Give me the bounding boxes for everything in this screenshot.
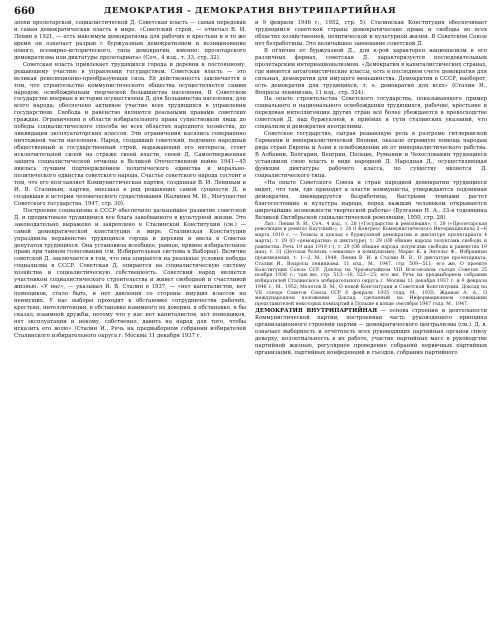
paragraph: Советское государство, сыграв решающую роль в разгроме гитлеровской Германии и империалистической Японии, оказало огромную помощь народам ряда стран Европы и Азии в освобождении их от империалистического рабства. В Албании, Болгарии, Венгрии, Польше, Румынии и Чехословакии трудящиеся установили свою власть в виде народной Д. Народная Д., осуществляющая функции диктатуры рабочего класса, по существу является Д. социалистического типа. xyxy=(255,131,487,179)
page-header xyxy=(14,6,486,20)
page-number: 660 xyxy=(14,6,35,17)
paragraph: Советская власть привлекает трудящихся города и деревни к постоянному, решающему участию в управлении государством. Советская власть — это великая революционно-преобразующая сила. Её действенность заключается в том, что строительство коммунистического общества осуществляется самим народом, освобождённым творческой большинства населения. В Советском государстве впервые в истории осуществлена Д. для большинства населения, для всего народа; обеспечено активное участие всех трудящихся в управлении государством. Свобода и равенство являются реальными правами советских граждан. Ограничения в области избирательного права существовали лишь до победы социалистического способа во всех областях народного хозяйства, до ликвидации эксплуататорских классов. Эти ограничения касались совершенно ничтожной части населения. Народ, создавший советский, подлинно народный общественный и государственный строй, выражающий его интересы, стоит исключительной силой на страже своей власти, своей Д. Самоотверженная защита социалистической отчизны в Великой Отечественной войне 1941—45 явилась лучшим подтверждением политического единства и морально-политического единства советского народа. Счастье советского народа состоит в том, что его возглавляет Коммунистическая партия, созданная В. И. Лениным и И. В. Сталиным, партия, внесшая в ряд решающих самой сущности Д. и создавшая в истории человеческого существования (Калинин М. И., Могущество Советского государства, 1947, стр. 30). xyxy=(14,61,246,207)
dictionary-entry xyxy=(255,308,487,357)
entry-text: — основа строения и деятельности Коммунистической партии, построенная часть руководящего принципа организационного строения партии — демократического централизма (см.). Д. в. означает выборность и отчётность всех руководящих партийных органов снизу доверху, коллегиальность в их работе, участие партийных масс в руководстве партийной жизнью, регулярное проведение собраний первичных партийных организаций, партийных конференций и съездов, собрания партийного xyxy=(255,307,487,356)
paragraph: «На опыте Советского Союза и стран народной демократии трудящиеся видят, что там, где приходят к власти коммунисты, утверждаются подлинная демократия, ликвидируется безработица, быстрыми темпами растет благосостояние и культура народа, перед каждым человеком открываются широчайшие возможности творческой работы» (Булганин Н. А., 33-я годовщина Великой Октябрьской социалистической революции, 1950, стр. 28). xyxy=(255,179,487,221)
paragraph: эпохи пролетарской, социалистической Д. Советская власть — самая передовая и самая демократическая власть в мире. «Советский строй, — отмечал В. И. Ленин в 1921, — есть максимум демократизма для рабочих и крестьян и в то же время он означает разрыв с буржуазным демократизмом и возникновение нового, всемирно-исторического, типа демократии, именно: пролетарского демократизма или диктатуры пролетариата» (Соч., 4 изд., т. 33, стр. 32). xyxy=(14,20,246,61)
right-column xyxy=(255,20,487,615)
paragraph: и 9 февраля 1946 г., 1952, стр. 5). Сталинская Конституция обеспечивает трудящимся советской страны демократические права и свободы во всех областях хозяйственной, политической и культурной жизни. В Советском Союзе нет безработицы. Это величайшее завоевание советской Д. xyxy=(255,20,487,47)
paragraph: В отличие от буржуазной Д., для к-рой характерен национализм в его различных формах, советская Д. характеризуется последовательным пролетарским интернационализмом. «Демократия в капиталистических странах, где имеются антагонистические классы, есть в последнем счете демократия для сильных, демократия для имущего меньшинства. Демократия в СССР, наоборот, есть демократия для трудящихся, т. е. демократия для всех» (Сталин И., Вопросы ленинизма, 11 изд., стр. 524). xyxy=(255,47,487,96)
entry-title: ДЕМОКРАТИЯ ВНУТРИПАРТИЙНАЯ xyxy=(255,307,378,314)
left-column xyxy=(14,20,246,615)
paragraph: Построение социализма в СССР обеспечило дальнейшее развитие советской Д. и продиктовало трудящимся все блага завоёванного в культурной жизни. Это законодательно выражено и закреплено в Сталинской Конституции (см.) — самой демократической конституции в мире. Сталинская Конституция упразднила неравенство трудящихся города и деревни и ввела в Советах депутатов трудящихся. Она установила всеобщее, равное, прямое избирательное право при тайном голосовании (см. Избирательная система в Выборах). Величие советской Д. заключается в том, что она опирается на реальные условия победы социализма в СССР. Советская Д. опирается на социалистическую систему хозяйства и социалистическую собственность. Советский народ является участником социалистического строительства и живет свободной и счастливой жизнью. «У нас», — указывал И. В. Сталин в 1937, — «нет капиталистов, нет помещиков, стало быть, и нет давления со стороны имущих классов на неимущих. У нас выборы проходят в обстановке сотрудничества рабочих, крестьян, интеллигенции, в обстановке взаимного их доверия, в обстановке, я бы сказал, взаимной дружбы, потому что у нас нет капиталистов, нет помещиков, нет эксплуатации и некому, собственно, давить на народ для того, чтобы исказить его волю» (Сталин И., Речь на предвыборном собрании избирателей Сталинского избирательного округа г. Москвы 11 декабря 1937 г. xyxy=(14,207,246,339)
running-head: ДЕМОКРАТИЯ - ДЕМОКРАТИЯ ВНУТРИПАРТИЙНАЯ xyxy=(103,6,397,16)
bibliography: Лит.: Ленин В. И., Соч., 4 изд., т. 28 («Государство и революция», т. 28 («Пролетарская революция и ренегат Каутский»), т. 28 (I Конгресс Коммунистического Интернационала 2—6 марта 1919 г. — Тезисы и доклад о буржуазной демократии и диктатуре пролетариата 4 марта), т. 29 (О «демократии» и диктатуре), т. 29 (Об обмане народа лозунгами свободы и равенства. Речь 19 мая 1919 г.), т. 29 (Об обмане народа лозунгами свободы и равенства 19 мая), т. 31 (Детская болезнь «левизны» в коммунизме); Маркс К. и Энгельс Ф., Избранные произведения, т. 1—2, М., 1948; Ленин В. И. и Сталин И. В., О диктатуре пролетариата; Сталин И., Вопросы ленинизма, 11 изд., М., 1947, стр. 509—511; его же, О проекте Конституции Союза ССР. Доклад на Чрезвычайном VIII Всесоюзном съезде Советов 25 ноября 1936 г.; там же, стр. 513—18, 523—25; его же, Речь на предвыборном собрании избирателей Сталинского избирательного округа г. Москвы 11 декабря 1937 г. и 9 февраля 1946 г., М., 1952; Молотов В. М., О новой Конституции и Советской Конституции. Доклад на VII съезде Советов Союза ССР 6 февраля 1935 года, М., 1935; Жданов А. А., О международном положении. Доклад, сделанный на Информационном совещании представителей некоторых компартий в Польше в конце сентября 1947 года, М., 1947. xyxy=(255,221,487,308)
paragraph: На опыте строительства Советского государства, показывающего пример социального и национального освобождения трудящихся, рабочие, крестьяне и передовая интеллигенция других стран всё более убеждаются в превосходстве советской Д. над буржуазной, в приёмах и сути сталинских указаний, что социализм и демократия неотделимы. xyxy=(255,96,487,131)
